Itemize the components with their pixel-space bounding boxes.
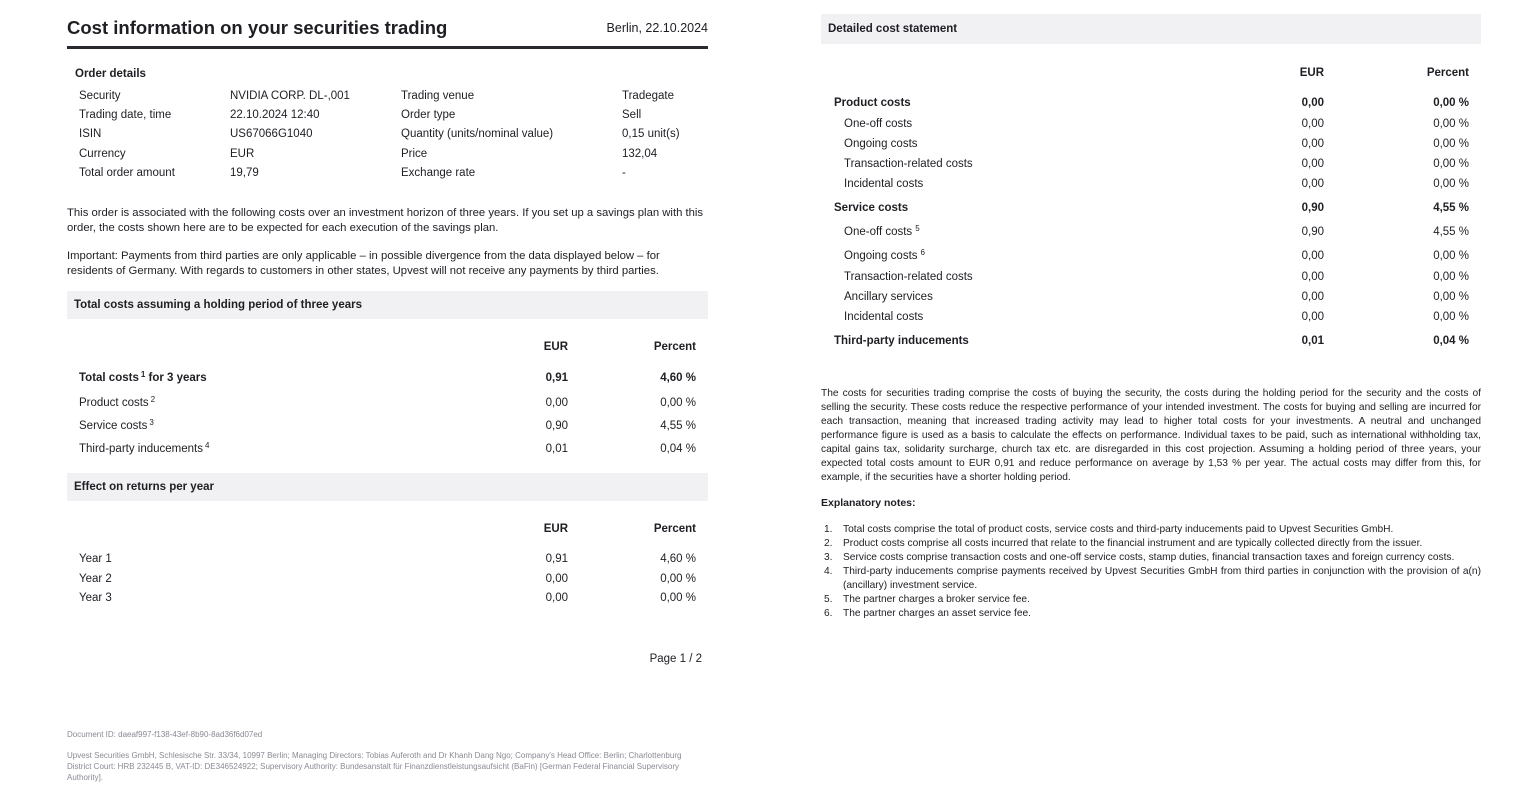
cost-subitem-row: [768, 158, 1536, 176]
row-eur: 0,01: [1301, 335, 1324, 347]
intro-paragraph: This order is associated with the following costs over an investment horizon of three years. If you set up a savings plan with this order, the costs shown here are to be expected for each execution of the savings plan.: [67, 207, 704, 234]
column-header-percent: Percent: [653, 341, 696, 353]
order-label: Trading venue: [401, 90, 475, 102]
note-item: 3. Service costs comprise transaction costs and one-off service costs, stamp duties, financial transaction taxes and foreign currency costs.: [824, 552, 1455, 563]
note-item: 2. Product costs comprise all costs incurred that relate to the financial instrument and are typically collected directly from the issuer.: [824, 538, 1423, 549]
section-title: Detailed cost statement: [828, 23, 958, 35]
cost-subitem-row: [768, 311, 1536, 329]
row-percent: 4,60 %: [660, 553, 696, 565]
table-row: [0, 443, 768, 461]
row-eur: 0,00: [1301, 271, 1324, 283]
order-value: Tradegate: [622, 90, 674, 102]
row-eur: 0,00: [1301, 178, 1324, 190]
row-percent: 0,04 %: [1433, 335, 1469, 347]
row-percent: 0,00 %: [1433, 178, 1469, 190]
row-percent: 0,00 %: [1433, 97, 1469, 109]
table-row: [0, 420, 768, 438]
row-eur: 0,00: [1301, 311, 1324, 323]
order-value: 0,15 unit(s): [622, 128, 680, 140]
cost-subitem-row: [768, 118, 1536, 136]
cost-category-row: [768, 335, 1536, 353]
order-label: Security: [79, 90, 121, 102]
row-label: Product costs $^2$: [79, 395, 156, 409]
table-row: [0, 397, 768, 415]
row-percent: 0,00 %: [1433, 158, 1469, 170]
row-label: Incidental costs: [844, 311, 924, 323]
cost-subitem-row: [768, 250, 1536, 268]
row-label: Ancillary services: [844, 291, 933, 303]
column-header-percent: Percent: [653, 523, 696, 535]
row-label: Total costs $^1$ for 3 years: [79, 370, 207, 384]
row-percent: 0,00 %: [1433, 271, 1469, 283]
section-title: Effect on returns per year: [74, 481, 214, 493]
table-row: [0, 573, 768, 591]
table-row: [0, 553, 768, 571]
row-percent: 4,55 %: [660, 420, 696, 432]
row-eur: 0,00: [1301, 138, 1324, 150]
order-value: 132,04: [622, 148, 658, 160]
order-label: Price: [401, 148, 428, 160]
row-label: Third-party inducements: [834, 335, 969, 347]
order-value: 19,79: [230, 167, 259, 179]
row-percent: 0,00 %: [1433, 138, 1469, 150]
page-title: Cost information on your securities trading: [67, 17, 448, 38]
order-value: NVIDIA CORP. DL-,001: [230, 90, 350, 102]
row-percent: 0,00 %: [1433, 291, 1469, 303]
order-details-title: Order details: [75, 68, 146, 80]
row-label: Transaction-related costs: [844, 158, 973, 170]
row-eur: 0,91: [545, 372, 568, 384]
column-header-eur: EUR: [543, 523, 568, 535]
order-value: EUR: [230, 148, 255, 160]
row-percent: 0,00 %: [660, 573, 696, 585]
order-value: Sell: [622, 109, 642, 121]
page-2: [768, 0, 1536, 808]
row-label: One-off costs $^5$: [844, 224, 920, 238]
row-label: Third-party inducements $^4$: [79, 441, 210, 455]
section-title: Total costs assuming a holding period of three years: [74, 299, 362, 311]
order-label: Order type: [401, 109, 456, 121]
document-header: [67, 16, 708, 49]
row-label: Ongoing costs $^6$: [844, 248, 925, 262]
row-percent: 0,00 %: [660, 592, 696, 604]
row-eur: 0,90: [545, 420, 568, 432]
row-label: Ongoing costs: [844, 138, 918, 150]
important-paragraph: Important: Payments from third parties are only applicable – in possible divergence from the data displayed below – for residents of Germany. With regards to customers in other states, Upvest will not receive any payments by third parties.: [67, 250, 660, 277]
cost-subitem-row: [768, 271, 1536, 289]
order-label: Total order amount: [79, 167, 175, 179]
effect-section-header: [67, 473, 708, 501]
row-eur: 0,00: [545, 397, 568, 409]
row-label: Transaction-related costs: [844, 271, 973, 283]
table-row: [0, 372, 768, 390]
cost-subitem-row: [768, 178, 1536, 196]
row-label: Service costs: [834, 202, 909, 214]
row-percent: 0,04 %: [660, 443, 696, 455]
document-date: Berlin, 22.10.2024: [606, 21, 708, 35]
cost-subitem-row: [768, 291, 1536, 309]
total-costs-section-header: [67, 291, 708, 319]
order-label: Currency: [79, 148, 126, 160]
row-eur: 0,00: [1301, 291, 1324, 303]
row-eur: 0,90: [1301, 226, 1324, 238]
row-label: Year 3: [79, 592, 112, 604]
legal-footer: Upvest Securities GmbH, Schlesische Str. 33/34, 10997 Berlin; Managing Directors: Tobias Auferoth and Dr Khanh Dang Ngo; Company's Head Office: Berlin; Charlottenburg District Court: HRB 232445 B, VAT-ID: DE346524922; Supervisory Authority: Bundesanstalt für Finanzdienstleistungsaufsicht (BaFin) [German Federal Financial Supervisory Authority].: [67, 751, 682, 782]
row-eur: 0,00: [1301, 250, 1324, 262]
page-number: Page 1 / 2: [649, 653, 702, 665]
order-label: Quantity (units/nominal value): [401, 128, 554, 140]
cost-subitem-row: [768, 226, 1536, 244]
row-percent: 0,00 %: [660, 397, 696, 409]
row-percent: 4,55 %: [1433, 226, 1469, 238]
table-row: [0, 592, 768, 610]
cost-subitem-row: [768, 138, 1536, 156]
column-header-eur: EUR: [1299, 67, 1324, 79]
row-label: Service costs $^3$: [79, 418, 154, 432]
row-label: Incidental costs: [844, 178, 924, 190]
row-percent: 0,00 %: [1433, 250, 1469, 262]
column-header-eur: EUR: [543, 341, 568, 353]
cost-category-row: [768, 202, 1536, 220]
explanatory-notes-title: Explanatory notes:: [821, 497, 916, 509]
row-eur: 0,00: [545, 592, 568, 604]
row-eur: 0,00: [1301, 118, 1324, 130]
row-eur: 0,91: [545, 553, 568, 565]
row-eur: 0,00: [545, 573, 568, 585]
explanatory-notes-list: [821, 523, 1481, 621]
cost-explanation-paragraph: The costs for securities trading comprise the costs of buying the security, the costs during the holding period for the security and the costs of selling the security. These costs reduce the respective performance of your intended investment. The costs for buying and selling are incurred for each transaction, meaning that increased trading activity may lead to higher total costs for your investments. A neutral and unchanged performance figure is used as a basis to calculate the effects on performance. Individual taxes to be paid, such as international withholding tax, capital gains tax, solidarity surcharge, church tax etc. are disregarded in this cost projection. Assuming a holding period of three years, your expected total costs amount to EUR 0,91 and reduce performance on average by 1,53 % per year. The actual costs may differ from this, for example, if the securities have a shorter holding period.: [821, 388, 1481, 483]
row-percent: 4,55 %: [1433, 202, 1469, 214]
order-label: Exchange rate: [401, 167, 476, 179]
row-label: Year 1: [79, 553, 112, 565]
detailed-cost-section-header: [821, 14, 1481, 44]
order-value: -: [622, 167, 626, 179]
order-label: ISIN: [79, 128, 102, 140]
row-label: One-off costs: [844, 118, 913, 130]
row-label: Year 2: [79, 573, 112, 585]
order-value: US67066G1040: [230, 128, 313, 140]
row-percent: 0,00 %: [1433, 311, 1469, 323]
row-percent: 4,60 %: [660, 372, 696, 384]
column-header-percent: Percent: [1426, 67, 1469, 79]
cost-category-row: [768, 97, 1536, 115]
order-value: 22.10.2024 12:40: [230, 109, 320, 121]
order-label: Trading date, time: [79, 109, 172, 121]
row-label: Product costs: [834, 97, 911, 109]
note-item: 6. The partner charges an asset service fee.: [824, 608, 1032, 619]
document-id: Document ID: daeaf997-f138-43ef-8b90-8ad36f6d07ed: [67, 730, 263, 739]
note-item: 1. Total costs comprise the total of product costs, service costs and third-party inducements paid to Upvest Securities GmbH.: [824, 524, 1394, 535]
row-eur: 0,01: [545, 443, 568, 455]
row-eur: 0,00: [1301, 97, 1324, 109]
row-percent: 0,00 %: [1433, 118, 1469, 130]
row-eur: 0,00: [1301, 158, 1324, 170]
row-eur: 0,90: [1301, 202, 1324, 214]
note-item: 4. Third-party inducements comprise payments received by Upvest Securities GmbH from third parties in conjunction with the provision of a(n) (ancillary) investment service.: [824, 566, 1481, 591]
note-item: 5. The partner charges a broker service fee.: [824, 594, 1030, 605]
